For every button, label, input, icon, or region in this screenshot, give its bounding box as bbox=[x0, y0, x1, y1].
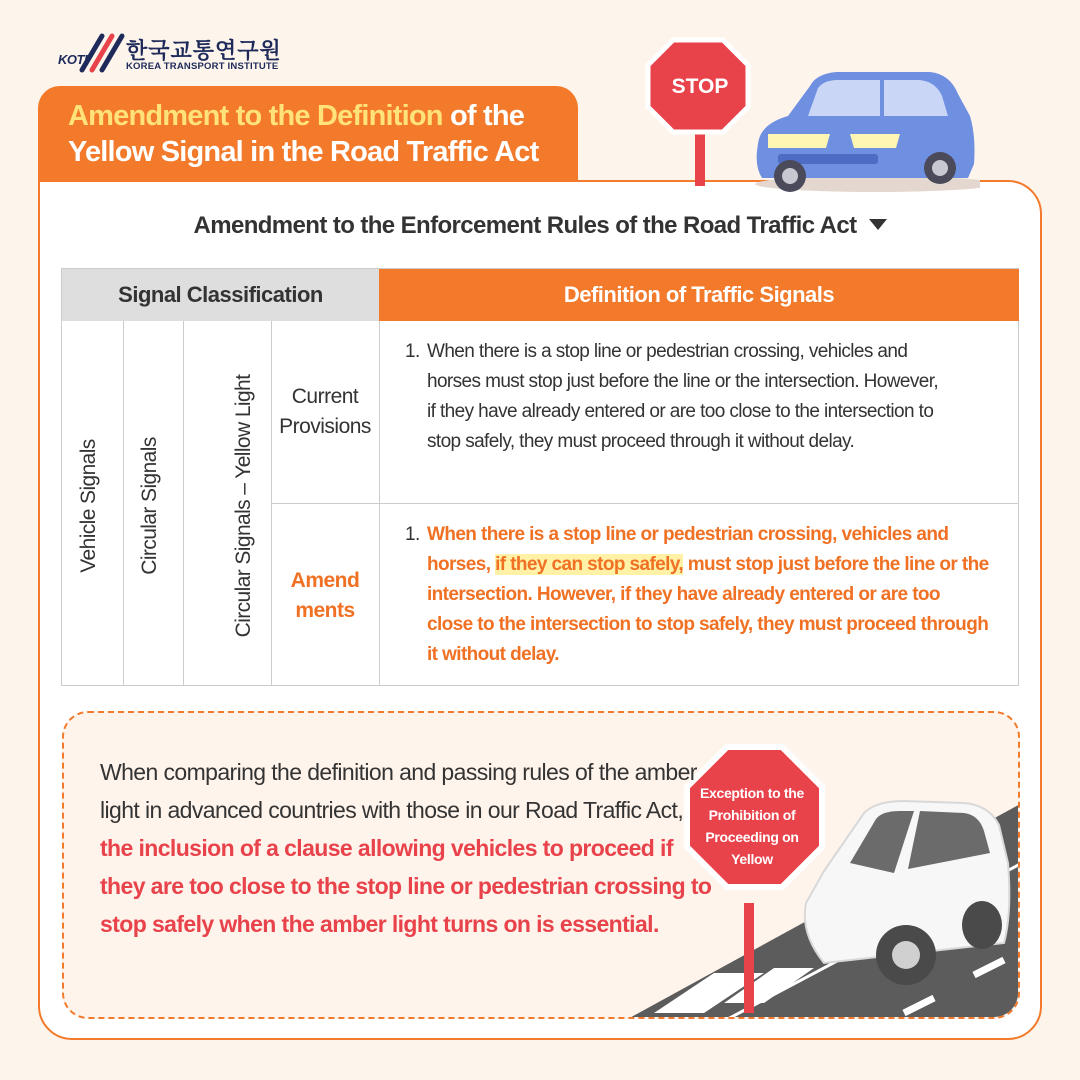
amend-text-part2: must stop just before the line or the intersection. However, if they have already entered or are too close to the intersection to stop safely, they must proceed through it without delay. bbox=[427, 554, 989, 665]
header-definition: Definition of Traffic Signals bbox=[379, 269, 1019, 321]
amended-definition bbox=[405, 520, 989, 670]
triangle-down-icon bbox=[869, 219, 887, 230]
current-provisions-label bbox=[271, 382, 379, 442]
amend-text-part1: When there is a stop line or pedestrian crossing, vehicles and horses, bbox=[427, 524, 949, 575]
logo-korean-name: 한국교통연구원 bbox=[126, 38, 282, 63]
stop-sign-car-illustration bbox=[640, 36, 980, 196]
title-rest: of the bbox=[442, 100, 525, 132]
section-subtitle bbox=[0, 212, 1080, 240]
col-vehicle-signals: Vehicle Signals bbox=[77, 439, 100, 573]
amendments-label bbox=[271, 566, 379, 626]
amend-label-line2: ments bbox=[295, 599, 355, 622]
divider bbox=[123, 321, 124, 685]
koti-logo bbox=[58, 26, 298, 78]
current-definition-text: When there is a stop line or pedestrian crossing, vehicles and horses must stop just before the line or the intersection. However, if they have already entered or are too close to the intersection to stop safely, they must proceed through it without delay. bbox=[427, 341, 939, 452]
title-highlight: Amendment to the Definition bbox=[68, 100, 443, 132]
col-circular-yellow: Circular Signals – Yellow Light bbox=[232, 374, 255, 638]
subtitle-text: Amendment to the Enforcement Rules of the Road Traffic Act bbox=[193, 212, 857, 239]
logo-abbr: KOTI bbox=[58, 52, 88, 67]
col-circular-signals: Circular Signals bbox=[138, 437, 161, 575]
amend-label-line1: Amend bbox=[290, 569, 360, 592]
stop-sign-label: STOP bbox=[671, 75, 729, 98]
divider bbox=[183, 321, 184, 685]
exception-sign-label: Exception to the Prohibition of Proceeding on Yellow bbox=[699, 785, 805, 867]
header-signal-classification: Signal Classification bbox=[62, 269, 379, 321]
note-text bbox=[100, 753, 720, 943]
note-plain: When comparing the definition and passing rules of the amber light in advanced countries with those in our Road Traffic Act, bbox=[100, 759, 697, 823]
title-line2: Yellow Signal in the Road Traffic Act bbox=[68, 136, 539, 168]
current-number: 1. bbox=[405, 341, 420, 362]
signal-definition-table bbox=[61, 268, 1019, 686]
logo-english-name: KOREA TRANSPORT INSTITUTE bbox=[126, 61, 279, 72]
amend-number: 1. bbox=[405, 524, 420, 545]
amended-definition-text bbox=[427, 520, 989, 670]
amend-highlight: if they can stop safely, bbox=[495, 554, 684, 575]
current-label-line2: Provisions bbox=[279, 415, 371, 438]
row-divider bbox=[271, 503, 1019, 504]
current-definition bbox=[405, 337, 945, 457]
title-banner bbox=[38, 86, 578, 182]
note-emphasis: the inclusion of a clause allowing vehicles to proceed if they are too close to the stop line or pedestrian crossing to stop safely when the amber light turns on is essential. bbox=[100, 835, 712, 937]
current-label-line1: Current bbox=[291, 385, 359, 408]
page-title bbox=[68, 98, 568, 170]
